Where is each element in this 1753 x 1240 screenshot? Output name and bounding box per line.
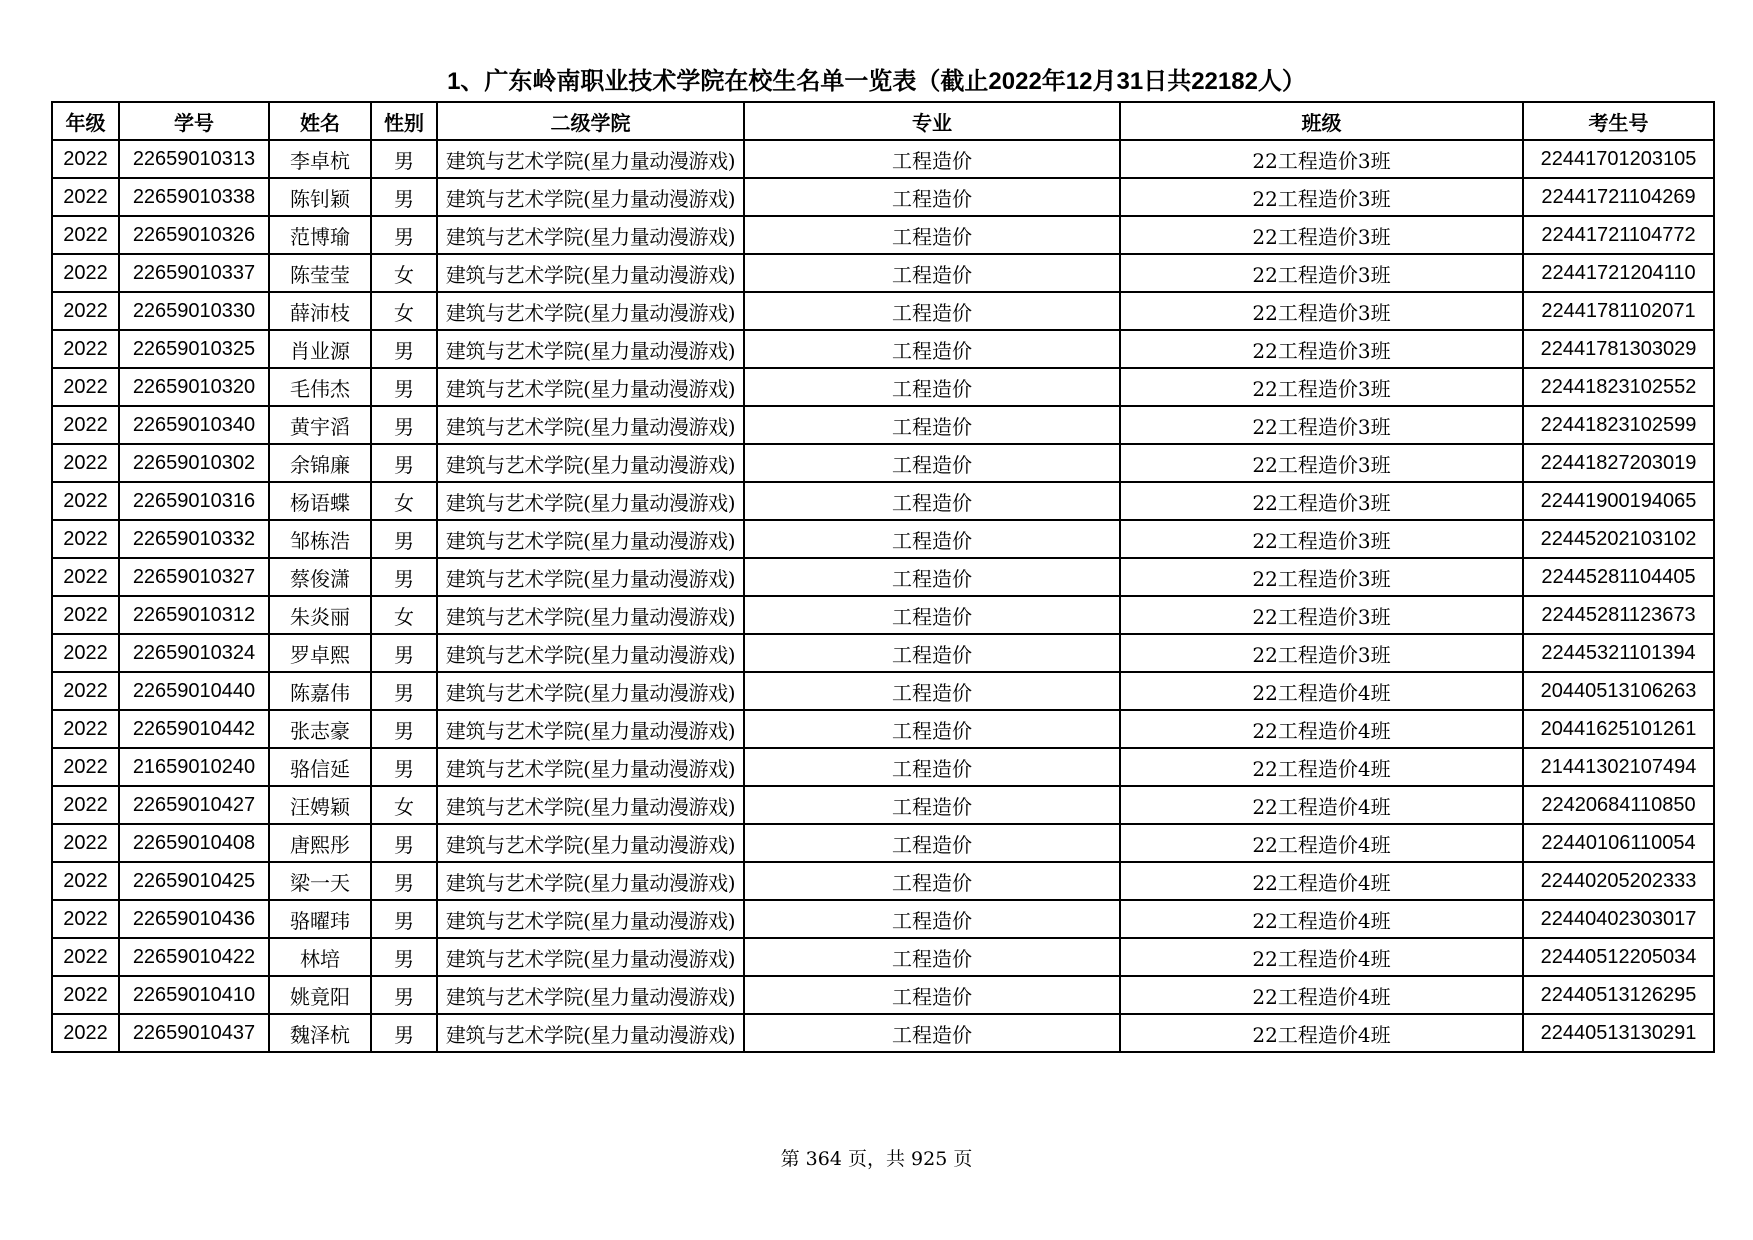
cell-exam-id: 22445321101394 (1523, 634, 1714, 672)
cell-gender: 男 (371, 634, 437, 672)
cell-gender: 男 (371, 976, 437, 1014)
cell-gender: 男 (371, 824, 437, 862)
cell-major: 工程造价 (744, 900, 1120, 938)
cell-major: 工程造价 (744, 596, 1120, 634)
cell-grade: 2022 (52, 558, 119, 596)
cell-name: 骆曜玮 (269, 900, 371, 938)
table-row (52, 862, 1714, 900)
cell-gender: 男 (371, 938, 437, 976)
cell-grade: 2022 (52, 178, 119, 216)
cell-major: 工程造价 (744, 330, 1120, 368)
cell-name: 罗卓熙 (269, 634, 371, 672)
cell-gender: 男 (371, 178, 437, 216)
cell-name: 姚竟阳 (269, 976, 371, 1014)
cell-gender: 男 (371, 140, 437, 178)
table-row (52, 254, 1714, 292)
table-row (52, 976, 1714, 1014)
table-row (52, 292, 1714, 330)
cell-major: 工程造价 (744, 824, 1120, 862)
cell-student-id: 22659010338 (119, 178, 269, 216)
cell-college: 建筑与艺术学院(星力量动漫游戏) (437, 634, 744, 672)
cell-college: 建筑与艺术学院(星力量动漫游戏) (437, 520, 744, 558)
cell-major: 工程造价 (744, 748, 1120, 786)
cell-exam-id: 22441781303029 (1523, 330, 1714, 368)
cell-class: 22工程造价3班 (1120, 292, 1523, 330)
cell-exam-id: 20440513106263 (1523, 672, 1714, 710)
cell-name: 魏泽杭 (269, 1014, 371, 1052)
cell-name: 张志豪 (269, 710, 371, 748)
cell-grade: 2022 (52, 520, 119, 558)
cell-grade: 2022 (52, 596, 119, 634)
cell-college: 建筑与艺术学院(星力量动漫游戏) (437, 1014, 744, 1052)
cell-college: 建筑与艺术学院(星力量动漫游戏) (437, 862, 744, 900)
cell-grade: 2022 (52, 406, 119, 444)
cell-college: 建筑与艺术学院(星力量动漫游戏) (437, 368, 744, 406)
cell-exam-id: 22440205202333 (1523, 862, 1714, 900)
cell-college: 建筑与艺术学院(星力量动漫游戏) (437, 786, 744, 824)
column-header-grade: 年级 (52, 102, 119, 140)
cell-exam-id: 22441721204110 (1523, 254, 1714, 292)
cell-student-id: 22659010312 (119, 596, 269, 634)
cell-exam-id: 22440512205034 (1523, 938, 1714, 976)
cell-student-id: 22659010410 (119, 976, 269, 1014)
header-row (52, 102, 1714, 140)
cell-name: 李卓杭 (269, 140, 371, 178)
cell-grade: 2022 (52, 634, 119, 672)
table-row (52, 938, 1714, 976)
cell-gender: 男 (371, 444, 437, 482)
cell-class: 22工程造价3班 (1120, 216, 1523, 254)
cell-student-id: 22659010408 (119, 824, 269, 862)
cell-name: 黄宇滔 (269, 406, 371, 444)
cell-student-id: 22659010313 (119, 140, 269, 178)
cell-college: 建筑与艺术学院(星力量动漫游戏) (437, 482, 744, 520)
cell-college: 建筑与艺术学院(星力量动漫游戏) (437, 938, 744, 976)
cell-student-id: 22659010425 (119, 862, 269, 900)
cell-name: 范博瑜 (269, 216, 371, 254)
cell-class: 22工程造价4班 (1120, 862, 1523, 900)
cell-gender: 男 (371, 1014, 437, 1052)
cell-major: 工程造价 (744, 368, 1120, 406)
column-header-student-id: 学号 (119, 102, 269, 140)
cell-student-id: 22659010320 (119, 368, 269, 406)
cell-student-id: 22659010302 (119, 444, 269, 482)
table-row (52, 672, 1714, 710)
table-row (52, 482, 1714, 520)
cell-major: 工程造价 (744, 178, 1120, 216)
cell-class: 22工程造价3班 (1120, 482, 1523, 520)
cell-gender: 男 (371, 406, 437, 444)
cell-exam-id: 22420684110850 (1523, 786, 1714, 824)
cell-exam-id: 21441302107494 (1523, 748, 1714, 786)
cell-grade: 2022 (52, 976, 119, 1014)
cell-gender: 男 (371, 900, 437, 938)
cell-exam-id: 22440513126295 (1523, 976, 1714, 1014)
cell-name: 梁一天 (269, 862, 371, 900)
cell-student-id: 22659010327 (119, 558, 269, 596)
cell-class: 22工程造价3班 (1120, 596, 1523, 634)
cell-gender: 女 (371, 292, 437, 330)
cell-class: 22工程造价4班 (1120, 748, 1523, 786)
cell-gender: 男 (371, 368, 437, 406)
cell-grade: 2022 (52, 216, 119, 254)
cell-grade: 2022 (52, 900, 119, 938)
cell-major: 工程造价 (744, 862, 1120, 900)
column-header-college: 二级学院 (437, 102, 744, 140)
cell-gender: 女 (371, 596, 437, 634)
cell-class: 22工程造价4班 (1120, 710, 1523, 748)
cell-gender: 男 (371, 330, 437, 368)
cell-college: 建筑与艺术学院(星力量动漫游戏) (437, 330, 744, 368)
cell-college: 建筑与艺术学院(星力量动漫游戏) (437, 292, 744, 330)
table-row (52, 1014, 1714, 1052)
cell-major: 工程造价 (744, 482, 1120, 520)
table-row (52, 710, 1714, 748)
column-header-major: 专业 (744, 102, 1120, 140)
cell-name: 骆信延 (269, 748, 371, 786)
cell-grade: 2022 (52, 748, 119, 786)
table-body (52, 140, 1714, 1052)
cell-grade: 2022 (52, 672, 119, 710)
cell-exam-id: 22441721104269 (1523, 178, 1714, 216)
cell-name: 毛伟杰 (269, 368, 371, 406)
table-row (52, 406, 1714, 444)
cell-major: 工程造价 (744, 558, 1120, 596)
cell-student-id: 22659010326 (119, 216, 269, 254)
cell-major: 工程造价 (744, 786, 1120, 824)
cell-exam-id: 22441827203019 (1523, 444, 1714, 482)
cell-exam-id: 22445281123673 (1523, 596, 1714, 634)
cell-exam-id: 22440106110054 (1523, 824, 1714, 862)
cell-class: 22工程造价3班 (1120, 558, 1523, 596)
cell-class: 22工程造价4班 (1120, 900, 1523, 938)
table-row (52, 368, 1714, 406)
cell-class: 22工程造价4班 (1120, 786, 1523, 824)
cell-class: 22工程造价4班 (1120, 976, 1523, 1014)
cell-major: 工程造价 (744, 444, 1120, 482)
student-roster-table (51, 101, 1715, 1053)
cell-exam-id: 22445281104405 (1523, 558, 1714, 596)
cell-name: 陈嘉伟 (269, 672, 371, 710)
cell-gender: 女 (371, 482, 437, 520)
cell-class: 22工程造价3班 (1120, 254, 1523, 292)
column-header-exam-id: 考生号 (1523, 102, 1714, 140)
cell-exam-id: 22441721104772 (1523, 216, 1714, 254)
cell-college: 建筑与艺术学院(星力量动漫游戏) (437, 140, 744, 178)
cell-major: 工程造价 (744, 938, 1120, 976)
cell-name: 唐熙彤 (269, 824, 371, 862)
cell-college: 建筑与艺术学院(星力量动漫游戏) (437, 976, 744, 1014)
cell-class: 22工程造价4班 (1120, 824, 1523, 862)
cell-class: 22工程造价4班 (1120, 672, 1523, 710)
cell-student-id: 22659010442 (119, 710, 269, 748)
cell-grade: 2022 (52, 292, 119, 330)
table-row (52, 140, 1714, 178)
cell-exam-id: 22441900194065 (1523, 482, 1714, 520)
cell-college: 建筑与艺术学院(星力量动漫游戏) (437, 710, 744, 748)
cell-major: 工程造价 (744, 520, 1120, 558)
page-number-footer: 第 364 页，共 925 页 (780, 1148, 973, 1170)
cell-name: 汪娉颖 (269, 786, 371, 824)
cell-gender: 男 (371, 862, 437, 900)
cell-name: 林培 (269, 938, 371, 976)
cell-class: 22工程造价3班 (1120, 140, 1523, 178)
cell-gender: 男 (371, 710, 437, 748)
cell-gender: 男 (371, 672, 437, 710)
cell-name: 薛沛枝 (269, 292, 371, 330)
cell-grade: 2022 (52, 254, 119, 292)
cell-grade: 2022 (52, 444, 119, 482)
column-header-name: 姓名 (269, 102, 371, 140)
cell-grade: 2022 (52, 368, 119, 406)
cell-name: 蔡俊潇 (269, 558, 371, 596)
cell-class: 22工程造价3班 (1120, 178, 1523, 216)
table-row (52, 748, 1714, 786)
cell-gender: 女 (371, 254, 437, 292)
cell-exam-id: 22441823102599 (1523, 406, 1714, 444)
cell-student-id: 22659010440 (119, 672, 269, 710)
table-row (52, 786, 1714, 824)
cell-class: 22工程造价3班 (1120, 520, 1523, 558)
cell-class: 22工程造价3班 (1120, 330, 1523, 368)
cell-major: 工程造价 (744, 634, 1120, 672)
cell-major: 工程造价 (744, 976, 1120, 1014)
cell-gender: 女 (371, 786, 437, 824)
table-row (52, 178, 1714, 216)
cell-student-id: 22659010437 (119, 1014, 269, 1052)
cell-college: 建筑与艺术学院(星力量动漫游戏) (437, 444, 744, 482)
cell-college: 建筑与艺术学院(星力量动漫游戏) (437, 216, 744, 254)
cell-student-id: 21659010240 (119, 748, 269, 786)
cell-gender: 男 (371, 520, 437, 558)
cell-exam-id: 22445202103102 (1523, 520, 1714, 558)
cell-student-id: 22659010337 (119, 254, 269, 292)
cell-grade: 2022 (52, 482, 119, 520)
cell-student-id: 22659010436 (119, 900, 269, 938)
cell-college: 建筑与艺术学院(星力量动漫游戏) (437, 558, 744, 596)
cell-college: 建筑与艺术学院(星力量动漫游戏) (437, 672, 744, 710)
cell-student-id: 22659010427 (119, 786, 269, 824)
cell-exam-id: 20441625101261 (1523, 710, 1714, 748)
cell-gender: 男 (371, 216, 437, 254)
table-row (52, 444, 1714, 482)
cell-name: 杨语蝶 (269, 482, 371, 520)
cell-major: 工程造价 (744, 672, 1120, 710)
cell-class: 22工程造价3班 (1120, 368, 1523, 406)
cell-gender: 男 (371, 748, 437, 786)
table-row (52, 634, 1714, 672)
cell-exam-id: 22441781102071 (1523, 292, 1714, 330)
table-row (52, 520, 1714, 558)
cell-student-id: 22659010324 (119, 634, 269, 672)
table-row (52, 330, 1714, 368)
cell-grade: 2022 (52, 938, 119, 976)
cell-major: 工程造价 (744, 1014, 1120, 1052)
cell-major: 工程造价 (744, 254, 1120, 292)
cell-class: 22工程造价4班 (1120, 938, 1523, 976)
cell-student-id: 22659010330 (119, 292, 269, 330)
cell-class: 22工程造价4班 (1120, 1014, 1523, 1052)
cell-name: 陈莹莹 (269, 254, 371, 292)
cell-grade: 2022 (52, 862, 119, 900)
table-row (52, 900, 1714, 938)
cell-grade: 2022 (52, 710, 119, 748)
cell-student-id: 22659010316 (119, 482, 269, 520)
cell-grade: 2022 (52, 330, 119, 368)
cell-major: 工程造价 (744, 292, 1120, 330)
table-row (52, 824, 1714, 862)
cell-college: 建筑与艺术学院(星力量动漫游戏) (437, 748, 744, 786)
cell-class: 22工程造价3班 (1120, 444, 1523, 482)
cell-college: 建筑与艺术学院(星力量动漫游戏) (437, 178, 744, 216)
cell-name: 余锦廉 (269, 444, 371, 482)
cell-major: 工程造价 (744, 710, 1120, 748)
table-row (52, 558, 1714, 596)
document-title: 1、广东岭南职业技术学院在校生名单一览表（截止2022年12月31日共22182人） (447, 68, 1306, 95)
cell-grade: 2022 (52, 140, 119, 178)
cell-college: 建筑与艺术学院(星力量动漫游戏) (437, 254, 744, 292)
cell-major: 工程造价 (744, 216, 1120, 254)
cell-name: 朱炎丽 (269, 596, 371, 634)
column-header-class: 班级 (1120, 102, 1523, 140)
cell-grade: 2022 (52, 786, 119, 824)
cell-name: 肖业源 (269, 330, 371, 368)
cell-grade: 2022 (52, 824, 119, 862)
cell-exam-id: 22441823102552 (1523, 368, 1714, 406)
cell-exam-id: 22441701203105 (1523, 140, 1714, 178)
cell-class: 22工程造价3班 (1120, 634, 1523, 672)
cell-student-id: 22659010325 (119, 330, 269, 368)
cell-college: 建筑与艺术学院(星力量动漫游戏) (437, 900, 744, 938)
cell-gender: 男 (371, 558, 437, 596)
cell-student-id: 22659010332 (119, 520, 269, 558)
cell-name: 邹栋浩 (269, 520, 371, 558)
cell-major: 工程造价 (744, 140, 1120, 178)
cell-grade: 2022 (52, 1014, 119, 1052)
cell-exam-id: 22440513130291 (1523, 1014, 1714, 1052)
cell-exam-id: 22440402303017 (1523, 900, 1714, 938)
cell-major: 工程造价 (744, 406, 1120, 444)
cell-college: 建筑与艺术学院(星力量动漫游戏) (437, 824, 744, 862)
table-row (52, 596, 1714, 634)
cell-student-id: 22659010340 (119, 406, 269, 444)
cell-college: 建筑与艺术学院(星力量动漫游戏) (437, 406, 744, 444)
cell-college: 建筑与艺术学院(星力量动漫游戏) (437, 596, 744, 634)
cell-name: 陈钊颖 (269, 178, 371, 216)
cell-student-id: 22659010422 (119, 938, 269, 976)
table-row (52, 216, 1714, 254)
cell-class: 22工程造价3班 (1120, 406, 1523, 444)
column-header-gender: 性别 (371, 102, 437, 140)
